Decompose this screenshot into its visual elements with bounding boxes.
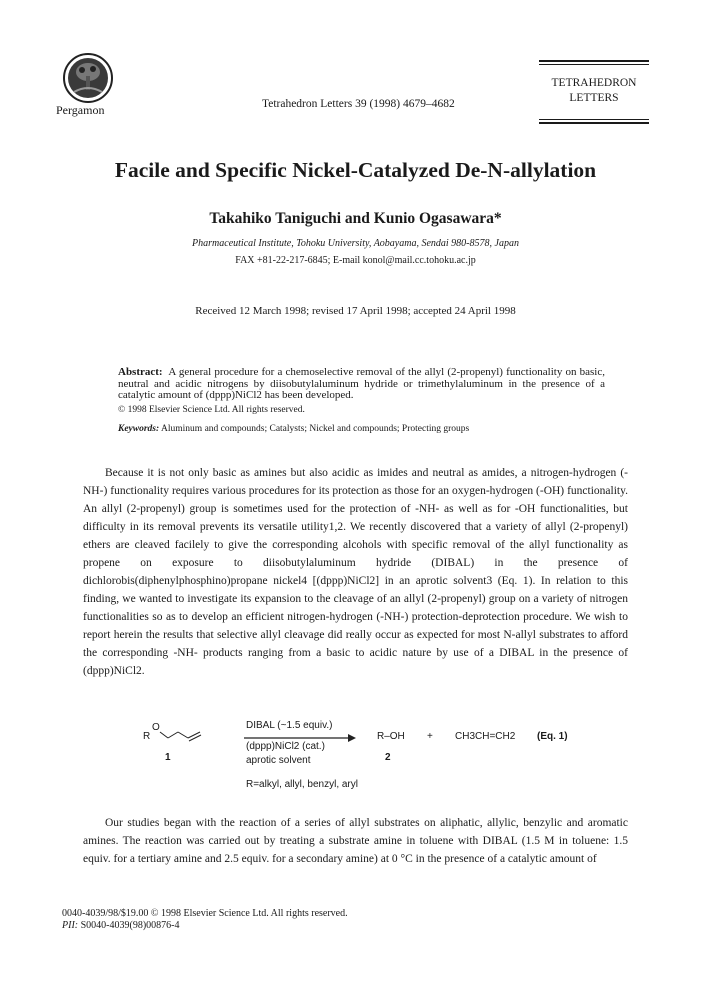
eq-product-number: 2 [385,752,391,763]
pii-value: S0040-4039(98)00876-4 [80,920,180,931]
eq-reagent: DIBAL (~1.5 equiv.) [246,720,333,731]
eq-catalyst: (dppp)NiCl2 (cat.) [246,741,325,752]
header-rule-bottom-thin [539,119,649,120]
keywords-line [118,424,469,434]
footer-issn-copyright: 0040-4039/98/$19.00 © 1998 Elsevier Science Ltd. All rights reserved. [62,908,348,919]
header-rule-top [539,60,649,62]
abstract-text: A general procedure for a chemoselective removal of the allyl (2-propenyl) functionality on basic, neutral and acidic nitrogens by diisobutylaluminum hydride or trimethylaluminum in the presence of a catalytic amount of (dppp)NiCl2 has been developed. [118,366,605,401]
eq-sm-number: 1 [165,752,171,763]
keywords-text: Aluminum and compounds; Catalysts; Nickel and compounds; Protecting groups [161,424,470,434]
eq-r-definition: R=alkyl, allyl, benzyl, aryl [246,779,358,790]
eq-label: (Eq. 1) [537,731,568,742]
eq-solvent: aprotic solvent [246,755,311,766]
footer-pii [62,920,348,932]
journal-reference: Tetrahedron Letters 39 (1998) 4679–4682 [262,98,455,110]
reaction-arrow [244,734,356,742]
eq-plus: + [427,731,433,742]
abstract-copyright: © 1998 Elsevier Science Ltd. All rights reserved. [118,405,305,415]
header-rule-bottom [539,122,649,124]
elsevier-tree-logo [62,52,114,104]
author-contact: FAX +81-22-217-6845; E-mail konol@mail.cc.tohoku.ac.jp [235,255,476,266]
eq-sm-o: O [152,722,160,733]
received-dates: Received 12 March 1998; revised 17 April 1998; accepted 24 April 1998 [195,305,516,317]
article-authors: Takahiko Taniguchi and Kunio Ogasawara* [209,210,502,227]
eq-byproduct: CH3CH=CH2 [455,731,516,742]
keywords-label: Keywords: [118,424,160,434]
eq-product: R–OH [377,731,405,742]
abstract [118,367,605,402]
series-line-2: LETTERS [569,92,619,104]
article-title: Facile and Specific Nickel-Catalyzed De-N-allylation [114,158,597,182]
author-affiliation: Pharmaceutical Institute, Tohoku University, Aobayama, Sendai 980-8578, Japan [192,238,519,249]
series-line-1: TETRAHEDRON [551,77,637,89]
publisher-name: Pergamon [56,103,105,117]
eq-sm-r: R [143,731,151,742]
header-rule-top-thin [539,64,649,65]
abstract-label: Abstract: [118,366,163,378]
pii-label: PII: [62,920,79,931]
body-paragraph-2: Our studies began with the reaction of a series of allyl substrates on aliphatic, allylic, benzylic and aromatic amines. The reaction was carried out by treating a substrate amine in toluene with DIBAL (1.5 M in toluene: 1.5 equiv. for a tertiary amine and 2.5 equiv. for a secondary amine) at 0 °C in the presence of a catalytic amount of [83,817,628,865]
footer [62,908,348,932]
body-paragraph-1: Because it is not only basic as amines but also acidic as imides and neutral as amides, a nitrogen-hydrogen (-NH-) functionality requires various procedures for its protection as those for an oxygen-hydrogen (-OH) functionality. An allyl (2-propenyl) group is sometimes used for the protection of -NH- as well as for -OH functionalities, but difficulty in its removal prevents its versatile utility1,2. We recently discovered that a variety of allyl (2-propenyl) ethers are cleaved facilely to give the corresponding alcohols with specific removal of the allyl functionality as propene on exposure to diisobutylaluminum hydride (DIBAL) in the presence of dichlorobis(diphenylphosphino)propane nickel4 [(dppp)NiCl2] in an aprotic solvent3 (Eq. 1). In relation to this finding, we wanted to investigate its expansion to the cleavage of an allyl (2-propenyl) group on a variety of nitrogen functionalities so as to develop an efficient nitrogen-hydrogen (-NH-) protection-deprotection procedure. We wish to report herein the results that selective allyl cleavage did really occur as expected for most N-allyl substrates to afford the corresponding -NH- products ranging from a basic to acidic nature by use of a DIBAL in the presence of (dppp)NiCl2. [83,467,628,677]
journal-series-title [539,76,649,106]
allyl-ether-structure [148,726,208,746]
